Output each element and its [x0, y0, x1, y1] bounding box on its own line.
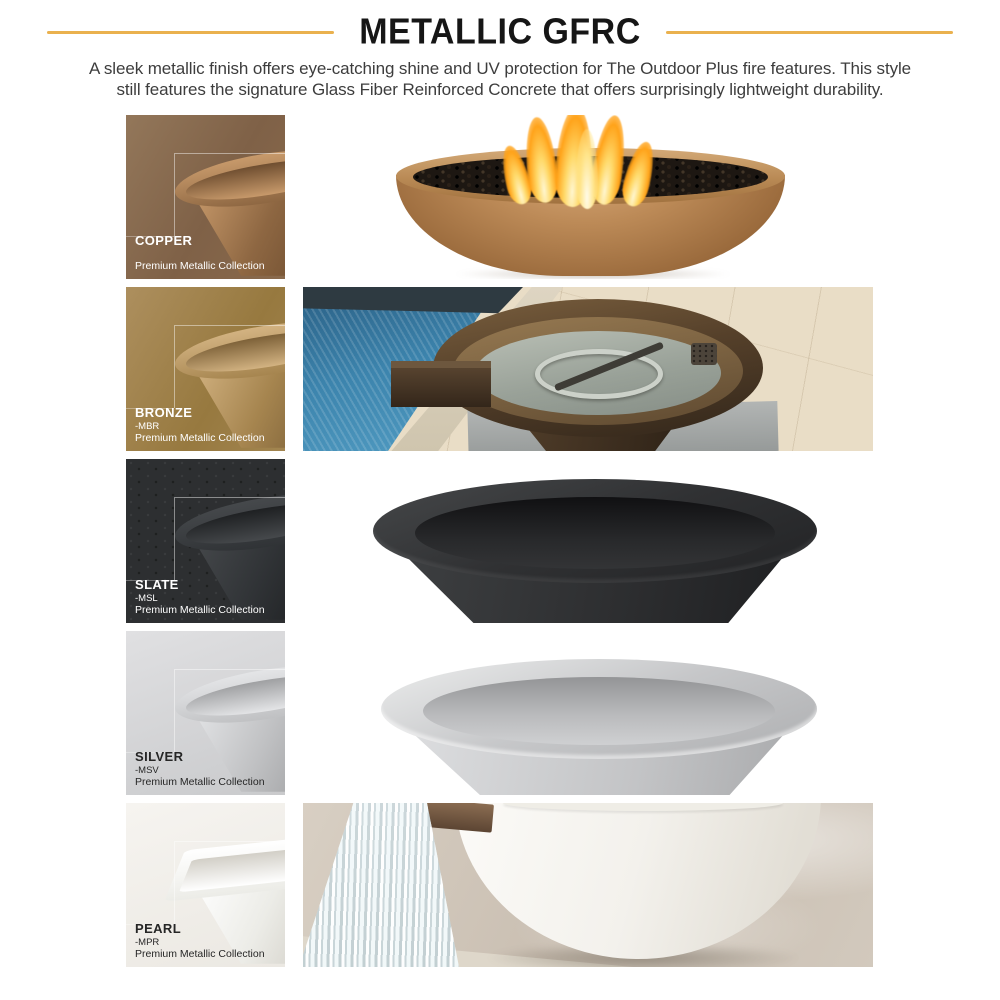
swatch-cropmark	[174, 325, 285, 409]
page-title: METALLIC GFRC	[359, 11, 641, 53]
finish-collection: Premium Metallic Collection	[135, 948, 265, 960]
finish-collection: Premium Metallic Collection	[135, 604, 265, 616]
finish-row-slate	[126, 459, 1000, 623]
swatch-cropmark	[174, 497, 285, 581]
swatch-label	[135, 577, 265, 617]
finish-name: SLATE	[135, 577, 179, 592]
flames	[498, 115, 698, 219]
pearl-bowl-body	[455, 803, 821, 959]
finish-name: SILVER	[135, 749, 184, 764]
swatch-cropmark	[174, 841, 285, 925]
finish-code: -MPR	[135, 937, 160, 948]
swatch-slate	[126, 459, 285, 623]
finish-collection: Premium Metallic Collection	[135, 432, 265, 444]
finish-name: COPPER	[135, 233, 193, 248]
gold-rule-left	[47, 31, 334, 34]
swatch-bronze	[126, 287, 285, 451]
finish-code: -MSL	[135, 593, 158, 604]
swatch-label	[135, 233, 265, 273]
swatch-cropmark	[174, 153, 285, 237]
finish-row-bronze	[126, 287, 1000, 451]
finish-row-silver	[126, 631, 1000, 795]
photo-bronze-poolside-bowl	[303, 287, 873, 451]
finish-code: -MSV	[135, 765, 159, 776]
gold-rule-right	[666, 31, 953, 34]
finish-name: PEARL	[135, 921, 182, 936]
swatch-silver	[126, 631, 285, 795]
swatch-cropmark	[174, 669, 285, 753]
finish-collection: Premium Metallic Collection	[135, 260, 265, 272]
swatch-label	[135, 405, 265, 445]
silver-bowl-opening	[423, 677, 775, 745]
swatch-copper	[126, 115, 285, 279]
photo-copper-fire-bowl	[303, 115, 873, 279]
water-scupper	[391, 361, 491, 407]
finish-code: -MBR	[135, 421, 160, 432]
finish-collection: Premium Metallic Collection	[135, 776, 265, 788]
mesh-cube	[691, 343, 717, 365]
photo-silver-cone-bowl	[303, 631, 873, 795]
photo-slate-cone-bowl	[303, 459, 873, 623]
swatch-label	[135, 921, 265, 961]
title-bar	[0, 13, 1000, 52]
section-header	[0, 13, 1000, 100]
finish-row-pearl	[126, 803, 1000, 967]
finish-row-copper	[126, 115, 1000, 279]
finish-code	[135, 249, 265, 260]
photo-pearl-water-bowl	[303, 803, 873, 967]
finish-name: BRONZE	[135, 405, 193, 420]
intro-description: A sleek metallic finish offers eye-catching shine and UV protection for The Outdoor Plus fire features. This style still features the signature Glass Fiber Reinforced Concrete that offers surprisingly lightweight durability.	[88, 59, 912, 99]
finish-list	[0, 115, 1000, 967]
swatch-pearl	[126, 803, 285, 967]
slate-bowl-opening	[415, 497, 775, 569]
swatch-label	[135, 749, 265, 789]
